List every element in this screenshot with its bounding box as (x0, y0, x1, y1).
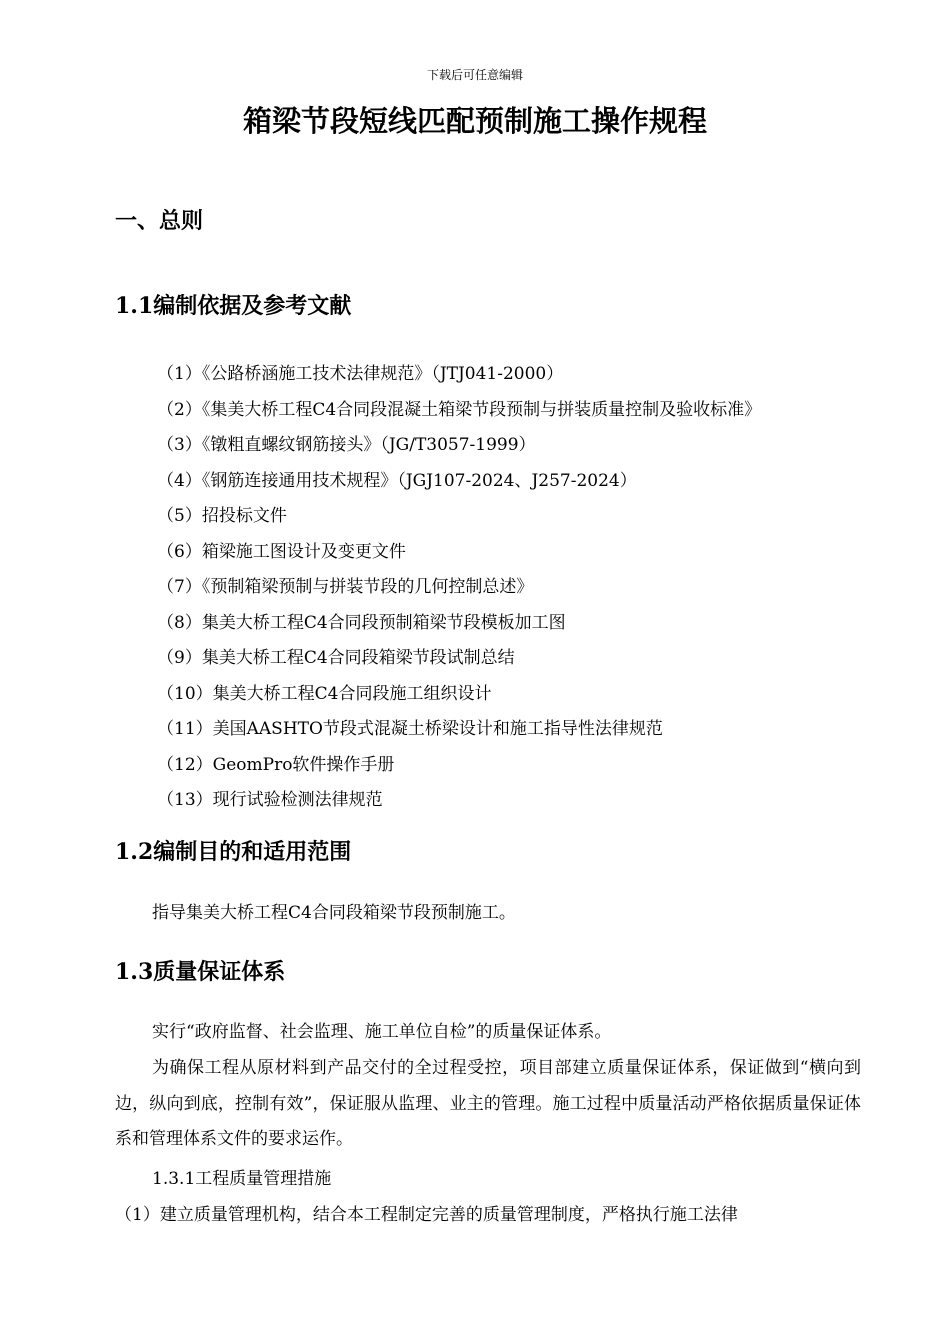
list-item: （10）集美大桥工程C4合同段施工组织设计 (157, 683, 492, 704)
list-item: （9）集美大桥工程C4合同段箱梁节段试制总结 (157, 648, 515, 668)
list-item: （1）《公路桥涵施工技术法律规范》（JTJ041-2000） (157, 364, 564, 384)
quality-paragraph-2: 为确保工程从原材料到产品交付的全过程受控，项目部建立质量保证体系，保证做到“横向到边，纵向到底，控制有效”，保证服从监理、业主的管理。施工过程中质量活动严格依据质量保证体系和管理体系文件的要求运作。 (115, 1058, 861, 1149)
header-note: 下载后可任意编辑 (426, 68, 523, 82)
section-heading-general: 一、总则 (115, 208, 204, 234)
quality-paragraph-1: 实行“政府监督、社会监理、施工单位自检”的质量保证体系。 (152, 1022, 612, 1042)
list-item: （8）集美大桥工程C4合同段预制箱梁节段模板加工图 (157, 612, 566, 633)
list-item: （4）《钢筋连接通用技术规程》（JGJ107-2024、J257-2024） (157, 470, 637, 491)
document-title: 箱梁节段短线匹配预制施工操作规程 (242, 104, 707, 138)
quality-subheading: 1.3.1工程质量管理措施 (152, 1169, 332, 1189)
section-heading-references: 1.1编制依据及参考文献 (115, 293, 352, 319)
list-item: （13）现行试验检测法律规范 (157, 790, 383, 810)
list-item: （5）招投标文件 (157, 506, 287, 526)
section-heading-purpose: 1.2编制目的和适用范围 (115, 839, 352, 865)
list-item: （3）《镦粗直螺纹钢筋接头》（JG/T3057-1999） (157, 435, 536, 455)
list-item: （11）美国AASHTO节段式混凝土桥梁设计和施工指导性法律规范 (157, 719, 663, 739)
section-heading-quality: 1.3质量保证体系 (115, 959, 286, 985)
list-item: （2）《集美大桥工程C4合同段混凝土箱梁节段预制与拼装质量控制及验收标准》 (157, 399, 762, 420)
list-item: （6）箱梁施工图设计及变更文件 (157, 541, 406, 562)
list-item: （7）《预制箱梁预制与拼装节段的几何控制总述》 (157, 577, 534, 597)
reference-list (157, 357, 761, 819)
quality-paragraph-3: （1）建立质量管理机构，结合本工程制定完善的质量管理制度，严格执行施工法律 (115, 1205, 738, 1225)
purpose-paragraph: 指导集美大桥工程C4合同段箱梁节段预制施工。 (152, 903, 516, 923)
list-item: （12）GeomPro软件操作手册 (157, 754, 395, 775)
